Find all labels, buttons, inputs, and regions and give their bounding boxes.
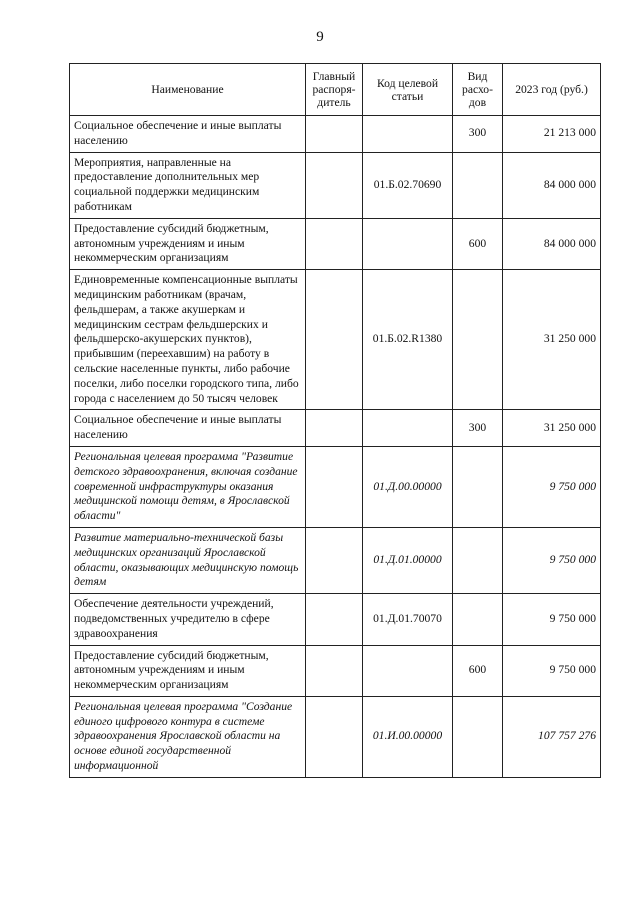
row-manager-cell [306,218,363,269]
row-type-cell [453,594,503,645]
row-amount-cell: 31 250 000 [503,270,601,410]
row-name-cell: Социальное обеспечение и иные выплаты населению [70,116,306,153]
row-code-cell: 01.Б.02.70690 [363,152,453,218]
row-code-cell [363,410,453,447]
row-type-cell [453,152,503,218]
row-manager-cell [306,152,363,218]
row-name-cell: Предоставление субсидий бюджетным, автономным учреждениям и иным некоммерческим организациям [70,645,306,696]
row-name-cell: Развитие материально-технической базы медицинских организаций Ярославской области, оказывающих медицинскую помощь детям [70,527,306,593]
row-name-cell: Единовременные компенсационные выплаты медицинским работникам (врачам, фельдшерам, а также акушеркам и медицинским сестрам фельдшерских и фельдшерско-акушерских пунктов), прибывшим (переехавшим) на работу в сельские населенные пункты, либо рабочие поселки, либо поселки городского типа, либо города с населением до 50 тысяч человек [70,270,306,410]
header-year: 2023 год (руб.) [503,64,601,116]
row-type-cell [453,446,503,527]
row-code-cell: 01.Б.02.R1380 [363,270,453,410]
row-type-cell: 600 [453,645,503,696]
row-code-cell: 01.Д.00.00000 [363,446,453,527]
row-code-cell: 01.Д.01.70070 [363,594,453,645]
table-row [70,218,601,269]
header-name: Наименование [70,64,306,116]
row-manager-cell [306,594,363,645]
row-type-cell: 300 [453,116,503,153]
page-number: 9 [316,29,324,45]
row-amount-cell: 84 000 000 [503,152,601,218]
row-manager-cell [306,410,363,447]
table-header-row [70,64,601,116]
row-amount-cell: 9 750 000 [503,594,601,645]
row-manager-cell [306,645,363,696]
row-name-cell: Региональная целевая программа "Создание единого цифрового контура в системе здравоохранения Ярославской области на основе единой государственной информационной [70,696,306,777]
row-amount-cell: 9 750 000 [503,446,601,527]
header-manager: Главный распоря-дитель [306,64,363,116]
row-amount-cell: 107 757 276 [503,696,601,777]
row-manager-cell [306,527,363,593]
header-code: Код целевой статьи [363,64,453,116]
row-name-cell: Региональная целевая программа "Развитие детского здравоохранения, включая создание современной инфраструктуры оказания медицинской помощи детям, в Ярославской области" [70,446,306,527]
table-row [70,527,601,593]
row-manager-cell [306,446,363,527]
table-row [70,645,601,696]
row-code-cell: 01.И.00.00000 [363,696,453,777]
row-type-cell [453,527,503,593]
row-code-cell: 01.Д.01.00000 [363,527,453,593]
row-type-cell: 300 [453,410,503,447]
row-manager-cell [306,270,363,410]
row-code-cell [363,218,453,269]
row-type-cell: 600 [453,218,503,269]
row-amount-cell: 21 213 000 [503,116,601,153]
row-type-cell [453,696,503,777]
row-name-cell: Социальное обеспечение и иные выплаты населению [70,410,306,447]
row-name-cell: Предоставление субсидий бюджетным, автономным учреждениям и иным некоммерческим организациям [70,218,306,269]
budget-table [69,63,601,778]
row-manager-cell [306,696,363,777]
table-row [70,152,601,218]
row-code-cell [363,116,453,153]
row-amount-cell: 84 000 000 [503,218,601,269]
row-type-cell [453,270,503,410]
row-amount-cell: 9 750 000 [503,645,601,696]
row-code-cell [363,645,453,696]
row-amount-cell: 9 750 000 [503,527,601,593]
table-row [70,116,601,153]
table-row [70,446,601,527]
header-type: Вид расхо-дов [453,64,503,116]
row-name-cell: Обеспечение деятельности учреждений, подведомственных учредителю в сфере здравоохранения [70,594,306,645]
row-amount-cell: 31 250 000 [503,410,601,447]
table-row [70,696,601,777]
table-row [70,410,601,447]
row-manager-cell [306,116,363,153]
row-name-cell: Мероприятия, направленные на предоставление дополнительных мер социальной поддержки медицинским работникам [70,152,306,218]
table-row [70,594,601,645]
table-row [70,270,601,410]
